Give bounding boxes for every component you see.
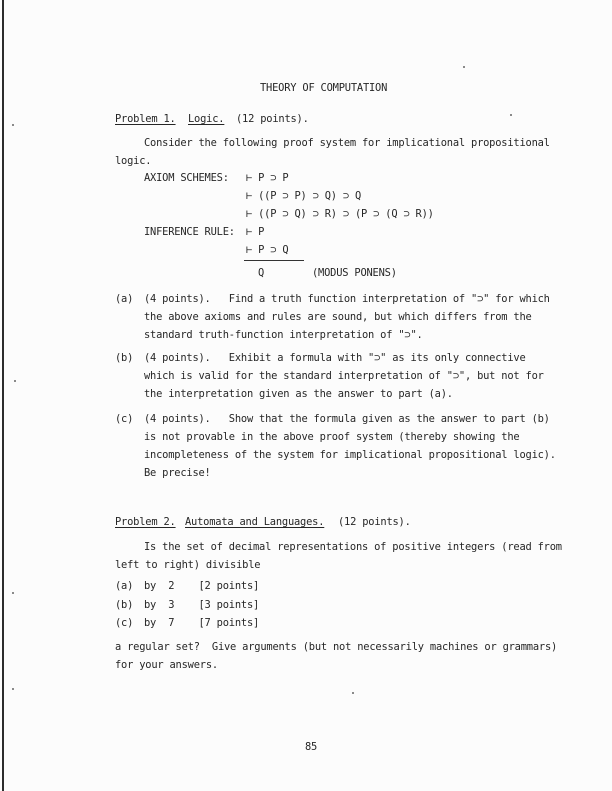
problem1-intro-line1: Consider the following proof system for implicational propositional	[144, 137, 550, 149]
part-a-line2: the above axioms and rules are sound, but which differs from the	[144, 311, 532, 323]
part-a-line3: standard truth-function interpretation of "⊃".	[144, 329, 423, 341]
scan-speck	[12, 124, 14, 126]
part-b-label: (b)	[115, 352, 134, 364]
scan-speck	[12, 688, 14, 690]
part-c-line4: Be precise!	[144, 467, 211, 479]
problem2-closing-line2: for your answers.	[115, 659, 218, 671]
problem1-intro-line2: logic.	[115, 155, 152, 167]
scan-speck	[14, 380, 16, 382]
problem2-intro-line1: Is the set of decimal representations of positive integers (read from	[144, 541, 562, 553]
part-a-line1: (4 points). Find a truth function interpretation of "⊃" for which	[144, 293, 550, 305]
scan-edge	[2, 0, 4, 791]
item-a-text: by 2 [2 points]	[144, 580, 260, 592]
rule-conclusion: Q	[258, 267, 265, 279]
item-b-text: by 3 [3 points]	[144, 599, 260, 611]
axiom-2: ⊢ ((P ⊃ P) ⊃ Q) ⊃ Q	[246, 190, 362, 202]
inference-rule-label: INFERENCE RULE:	[144, 226, 235, 238]
part-c-line3: incompleteness of the system for implicational propositional logic).	[144, 449, 556, 461]
item-c-label: (c)	[115, 617, 134, 629]
part-b-line2: which is valid for the standard interpretation of "⊃", but not for	[144, 370, 544, 382]
item-b-label: (b)	[115, 599, 134, 611]
problem1-points: (12 points).	[236, 113, 309, 125]
axiom-3: ⊢ ((P ⊃ Q) ⊃ R) ⊃ (P ⊃ (Q ⊃ R))	[246, 208, 434, 220]
item-a-label: (a)	[115, 580, 134, 592]
problem1-topic: Logic.	[188, 113, 225, 125]
rule-name: (MODUS PONENS)	[312, 267, 397, 279]
problem2-points: (12 points).	[338, 516, 411, 528]
scan-speck	[463, 66, 465, 68]
page-title: THEORY OF COMPUTATION	[260, 82, 388, 94]
rule-premise-1: ⊢ P	[246, 226, 265, 238]
scan-speck	[352, 692, 354, 694]
axiom-1: ⊢ P ⊃ P	[246, 172, 289, 184]
axiom-schemes-label: AXIOM SCHEMES:	[144, 172, 229, 184]
problem2-label: Problem 2.	[115, 516, 176, 528]
problem2-intro-line2: left to right) divisible	[115, 559, 261, 571]
page-number: 85	[305, 741, 318, 753]
problem2-topic: Automata and Languages.	[185, 516, 325, 528]
part-c-label: (c)	[115, 413, 134, 425]
part-c-line1: (4 points). Show that the formula given as the answer to part (b)	[144, 413, 550, 425]
part-b-line1: (4 points). Exhibit a formula with "⊃" as its only connective	[144, 352, 526, 364]
part-c-line2: is not provable in the above proof system (thereby showing the	[144, 431, 520, 443]
scan-speck	[510, 114, 512, 116]
part-b-line3: the interpretation given as the answer to part (a).	[144, 388, 453, 400]
inference-line	[244, 260, 304, 261]
item-c-text: by 7 [7 points]	[144, 617, 260, 629]
scan-speck	[12, 592, 14, 594]
part-a-label: (a)	[115, 293, 134, 305]
problem2-closing-line1: a regular set? Give arguments (but not necessarily machines or grammars)	[115, 641, 558, 653]
rule-premise-2: ⊢ P ⊃ Q	[246, 244, 289, 256]
problem1-label: Problem 1.	[115, 113, 176, 125]
